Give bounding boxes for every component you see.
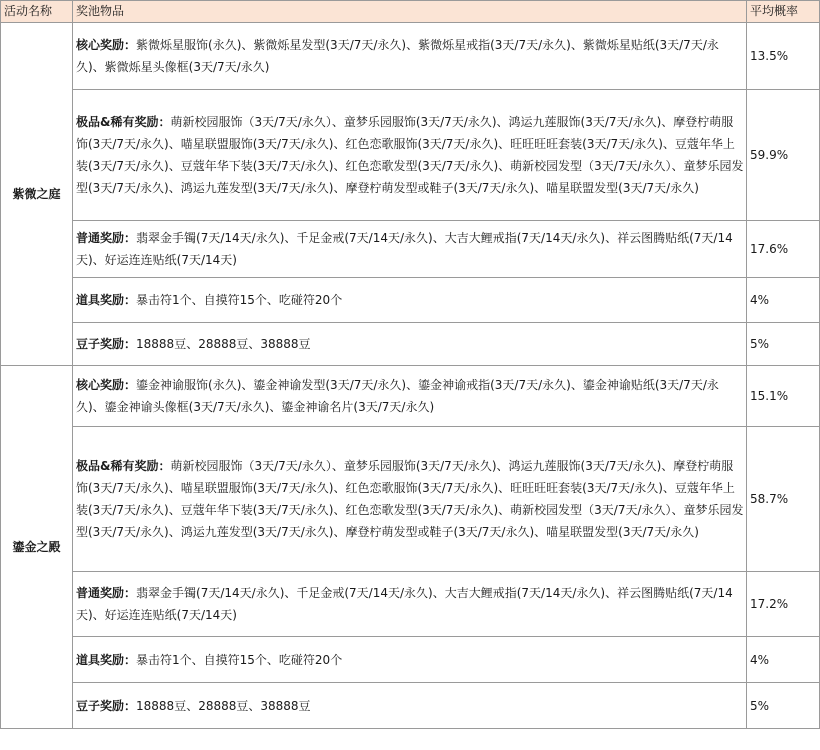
reward-items-text: 暴击符1个、自摸符15个、吃碰符20个 <box>136 652 343 667</box>
reward-tier-label: 极品&稀有奖励： <box>76 115 171 129</box>
reward-items-text: 暴击符1个、自摸符15个、吃碰符20个 <box>136 293 343 307</box>
table-row <box>1 427 820 572</box>
table-row <box>1 90 820 221</box>
header-prize-items: 奖池物品 <box>73 1 747 23</box>
probability-cell: 5% <box>747 683 820 729</box>
reward-items-text: 萌新校园服饰（3天/7天/永久）、童梦乐园服饰(3天/7天/永久)、鸿运九莲服饰(3天/7天/永久)、摩登柠萌服饰(3天/7天/永久)、喵星联盟服饰(3天/7天/永久)、红色恋歌服饰(3天/7天/永久)、旺旺旺旺套装(3天/7天/永久)、豆蔻年华上装(3天/7天/永久)、豆蔻年华下装(3天/7天/永久)、红色恋歌发型(3天/7天/永久)、萌新校园发型（3天/7天/永久）、童梦乐园发型(3天/7天/永久)、鸿运九莲发型(3天/7天/永久)、摩登柠萌发型或鞋子(3天/7天/永久)、喵星联盟发型(3天/7天/永久) <box>76 115 744 195</box>
activity-name-cell: 鎏金之殿 <box>1 366 73 729</box>
table-row <box>1 323 820 366</box>
table-row <box>1 23 820 90</box>
table-row <box>1 683 820 729</box>
reward-tier-label: 道具奖励： <box>76 293 137 307</box>
header-activity-name: 活动名称 <box>1 1 73 23</box>
table-row <box>1 366 820 427</box>
table-row <box>1 572 820 637</box>
probability-cell: 13.5% <box>747 23 820 90</box>
prize-items-cell <box>73 323 747 366</box>
table-row <box>1 637 820 683</box>
prize-items-cell <box>73 90 747 221</box>
reward-tier-label: 核心奖励： <box>76 378 137 392</box>
probability-cell: 4% <box>747 278 820 323</box>
prize-items-cell <box>73 278 747 323</box>
probability-cell: 59.9% <box>747 90 820 221</box>
reward-items-text: 萌新校园服饰（3天/7天/永久）、童梦乐园服饰(3天/7天/永久)、鸿运九莲服饰(3天/7天/永久)、摩登柠萌服饰(3天/7天/永久)、喵星联盟服饰(3天/7天/永久)、红色恋歌服饰(3天/7天/永久)、旺旺旺旺套装(3天/7天/永久)、豆蔻年华上装(3天/7天/永久)、豆蔻年华下装(3天/7天/永久)、红色恋歌发型(3天/7天/永久)、萌新校园发型（3天/7天/永久）、童梦乐园发型(3天/7天/永久)、鸿运九莲发型(3天/7天/永久)、摩登柠萌发型或鞋子(3天/7天/永久)、喵星联盟发型(3天/7天/永久) <box>76 459 744 539</box>
prize-items-cell <box>73 637 747 683</box>
table-row <box>1 221 820 278</box>
activity-name-cell: 紫微之庭 <box>1 23 73 366</box>
reward-tier-label: 道具奖励： <box>76 652 137 667</box>
reward-tier-label: 豆子奖励： <box>76 698 137 713</box>
prize-items-cell <box>73 427 747 572</box>
prize-items-cell <box>73 221 747 278</box>
prize-items-cell <box>73 23 747 90</box>
reward-tier-label: 普通奖励： <box>76 586 137 600</box>
reward-items-text: 18888豆、28888豆、38888豆 <box>136 337 311 351</box>
prize-items-cell <box>73 572 747 637</box>
reward-items-text: 翡翠金手镯(7天/14天/永久)、千足金戒(7天/14天/永久)、大吉大鲤戒指(7天/14天/永久)、祥云图腾贴纸(7天/14天)、好运连连贴纸(7天/14天) <box>76 231 733 267</box>
reward-tier-label: 极品&稀有奖励： <box>76 459 171 473</box>
reward-tier-label: 核心奖励： <box>76 38 137 52</box>
prize-items-cell <box>73 683 747 729</box>
reward-items-text: 鎏金神谕服饰(永久)、鎏金神谕发型(3天/7天/永久)、鎏金神谕戒指(3天/7天/永久)、鎏金神谕贴纸(3天/7天/永久)、鎏金神谕头像框(3天/7天/永久)、鎏金神谕名片(3天/7天/永久) <box>76 378 719 414</box>
probability-cell: 15.1% <box>747 366 820 427</box>
reward-items-text: 紫微烁星服饰(永久)、紫微烁星发型(3天/7天/永久)、紫微烁星戒指(3天/7天/永久)、紫微烁星贴纸(3天/7天/永久)、紫微烁星头像框(3天/7天/永久) <box>76 38 719 74</box>
prize-items-cell <box>73 366 747 427</box>
table-row <box>1 278 820 323</box>
reward-tier-label: 豆子奖励： <box>76 337 137 351</box>
header-row <box>1 1 820 23</box>
reward-items-text: 18888豆、28888豆、38888豆 <box>136 698 311 713</box>
probability-cell: 58.7% <box>747 427 820 572</box>
probability-cell: 4% <box>747 637 820 683</box>
probability-cell: 17.2% <box>747 572 820 637</box>
header-average-probability: 平均概率 <box>747 1 820 23</box>
probability-cell: 17.6% <box>747 221 820 278</box>
probability-cell: 5% <box>747 323 820 366</box>
reward-items-text: 翡翠金手镯(7天/14天/永久)、千足金戒(7天/14天/永久)、大吉大鲤戒指(7天/14天/永久)、祥云图腾贴纸(7天/14天)、好运连连贴纸(7天/14天) <box>76 586 733 622</box>
reward-tier-label: 普通奖励： <box>76 231 137 245</box>
